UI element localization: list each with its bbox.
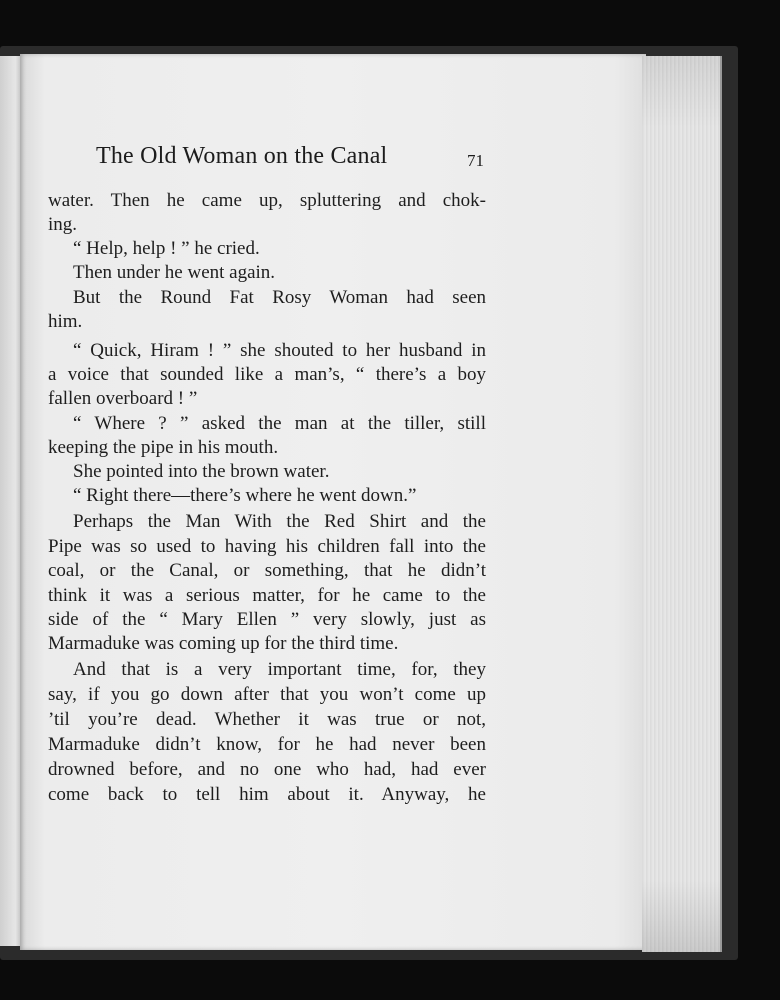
page-number: 71 xyxy=(467,151,484,170)
text-line: drowned before, and no one who had, had ever xyxy=(48,759,486,780)
text-line: Marmaduke didn’t know, for he had never been xyxy=(48,734,486,755)
text-line: Pipe was so used to having his children fall into the xyxy=(48,536,486,557)
text-line: side of the “ Mary Ellen ” very slowly, just as xyxy=(48,609,486,630)
running-title: The Old Woman on the Canal xyxy=(96,143,388,169)
text-line: Marmaduke was coming up for the third time. xyxy=(48,633,399,654)
text-line: But the Round Fat Rosy Woman had seen xyxy=(73,287,486,308)
text-line: And that is a very important time, for, they xyxy=(73,659,486,680)
page-leaves-shade xyxy=(642,56,720,952)
text-line: “ Right there—there’s where he went down.” xyxy=(73,485,417,506)
text-line: say, if you go down after that you won’t come up xyxy=(48,684,486,705)
text-line: Perhaps the Man With the Red Shirt and the xyxy=(73,511,486,532)
text-line: Then under he went again. xyxy=(73,262,276,283)
text-line: come back to tell him about it. Anyway, he xyxy=(48,784,486,805)
text-line: keeping the pipe in his mouth. xyxy=(48,437,279,458)
text-line: “ Help, help ! ” he cried. xyxy=(73,238,260,259)
text-line: coal, or the Canal, or something, that he didn’t xyxy=(48,560,486,581)
text-line: “ Quick, Hiram ! ” she shouted to her husband in xyxy=(73,340,486,361)
previous-page-edge xyxy=(0,56,22,946)
text-line: a voice that sounded like a man’s, “ there’s a boy xyxy=(48,364,486,385)
text-line: fallen overboard ! ” xyxy=(48,388,198,409)
text-line: She pointed into the brown water. xyxy=(73,461,330,482)
text-line: water. Then he came up, spluttering and chok- xyxy=(48,190,486,211)
text-line: him. xyxy=(48,311,83,332)
text-line: ’til you’re dead. Whether it was true or not, xyxy=(48,709,486,730)
text-line: think it was a serious matter, for he came to the xyxy=(48,585,486,606)
text-line: ing. xyxy=(48,214,78,235)
text-line: “ Where ? ” asked the man at the tiller, still xyxy=(73,413,486,434)
